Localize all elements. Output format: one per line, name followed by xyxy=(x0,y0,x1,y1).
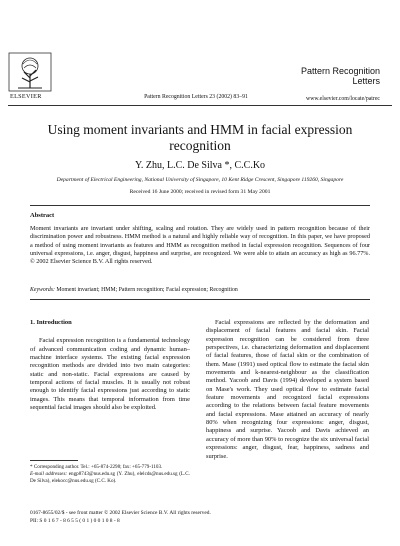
journal-citation: Pattern Recognition Letters 23 (2002) 83–91 xyxy=(144,94,248,100)
footnotes xyxy=(30,464,190,485)
intro-paragraph-1: Facial expression recognition is a fundamental technology of advanced communication coding and dynamic human–machine interface systems. The existing facial expression recognition methods are divided into two main categories: static and non-static. Facial expressions are caused by temporal actions of facial muscles. It is usually not robust enough to identify facial expressions just according to static images. This means that temporal information from time sequential facial images should also be exploited. xyxy=(30,337,190,412)
corresponding-author-note: * Corresponding author. Tel.: +65-874-2298; fax: +65-779-1103. xyxy=(30,464,163,470)
intro-paragraph-2: Facial expressions are reflected by the deformation and displacement of facial features and facial skin. Facial expression recognition can be considered from three perspectives, i.e. characterizing deformation and displacement of facial features, those of facial skin or the combination of them. Mase (1991) used optical flow to estimate the facial skin movements and k-nearest-neighbour as the classification method. Yacoob and Davis (1994) developed a system based on Mase's work. They used optical flow to estimate facial feature movements and recognized facial expressions according to the relations between facial feature movements and facial expressions. Mase attained an accuracy of nearly 80% when recognizing four expressions: anger, disgust, happiness and surprise. Yacoob and Davis achieved an accuracy of more than 90% to recognize the six universal facial expressions: anger, disgust, fear, happiness, sadness and surprise. xyxy=(206,319,369,460)
received-dates: Received 16 June 2000; received in revised form 31 May 2001 xyxy=(129,189,271,195)
email-addresses: engp8743@nus.edu.sg (Y. Zhu), elelcds@nus.edu.sg (L.C. De Silva), elekocc@nus.edu.sg (C.C. Ko). xyxy=(30,471,190,484)
article-authors: Y. Zhu, L.C. De Silva *, C.C.Ko xyxy=(134,160,266,171)
abstract-top-rule xyxy=(30,205,370,206)
keywords-line xyxy=(30,287,370,293)
keywords-list: Moment invariant; HMM; Pattern recognition; Facial expression; Recognition xyxy=(54,287,238,293)
author-affiliation: Department of Electrical Engineering, National University of Singapore, 10 Kent Ridge Crescent, Singapore 119260, Singapore xyxy=(56,177,344,183)
left-column xyxy=(30,319,190,412)
abstract-heading: Abstract xyxy=(30,212,55,219)
publisher-name: ELSEVIER xyxy=(10,93,42,100)
right-column xyxy=(206,319,369,461)
email-label: E-mail addresses: xyxy=(30,471,68,477)
front-matter-line: 0167-8655/02/$ - see front matter © 2002 Elsevier Science B.V. All rights reserved. xyxy=(30,510,211,516)
journal-website-link[interactable]: www.elsevier.com/locate/patrec xyxy=(306,96,380,102)
keywords-label: Keywords: xyxy=(30,287,55,293)
email-note xyxy=(30,471,190,485)
journal-brand-line1: Pattern Recognition xyxy=(300,66,380,76)
footnote-rule xyxy=(30,460,78,461)
abstract-text: Moment invariants are invariant under shifting, scaling and rotation. They are widely used in pattern recognition because of their discrimination power and robustness. HMM method is a natural and highly reliable way of recognition. In this paper, we have proposed a method of using moment invariants as features and HMM as recognition method in facial expression recognition. Sequences of four universal expressions, i.e. anger, disgust, happiness and surprise, are recognized. We were able to attain an accuracy as high as 96.77%. © 2002 Elsevier Science B.V. All rights reserved. xyxy=(30,225,370,266)
journal-brand xyxy=(301,66,380,86)
abstract-bottom-rule xyxy=(30,299,370,300)
elsevier-tree-logo xyxy=(8,52,52,92)
journal-brand-line2: Letters xyxy=(352,76,380,86)
section-heading: 1. Introduction xyxy=(30,319,72,326)
page-footer xyxy=(30,510,211,525)
article-title: Using moment invariants and HMM in facial expression recognition xyxy=(47,122,353,153)
header-rule xyxy=(8,105,392,106)
pii-line: PII: S 0 1 6 7 - 8 6 5 5 ( 0 1 ) 0 0 1 0 8 - 8 xyxy=(30,517,120,524)
